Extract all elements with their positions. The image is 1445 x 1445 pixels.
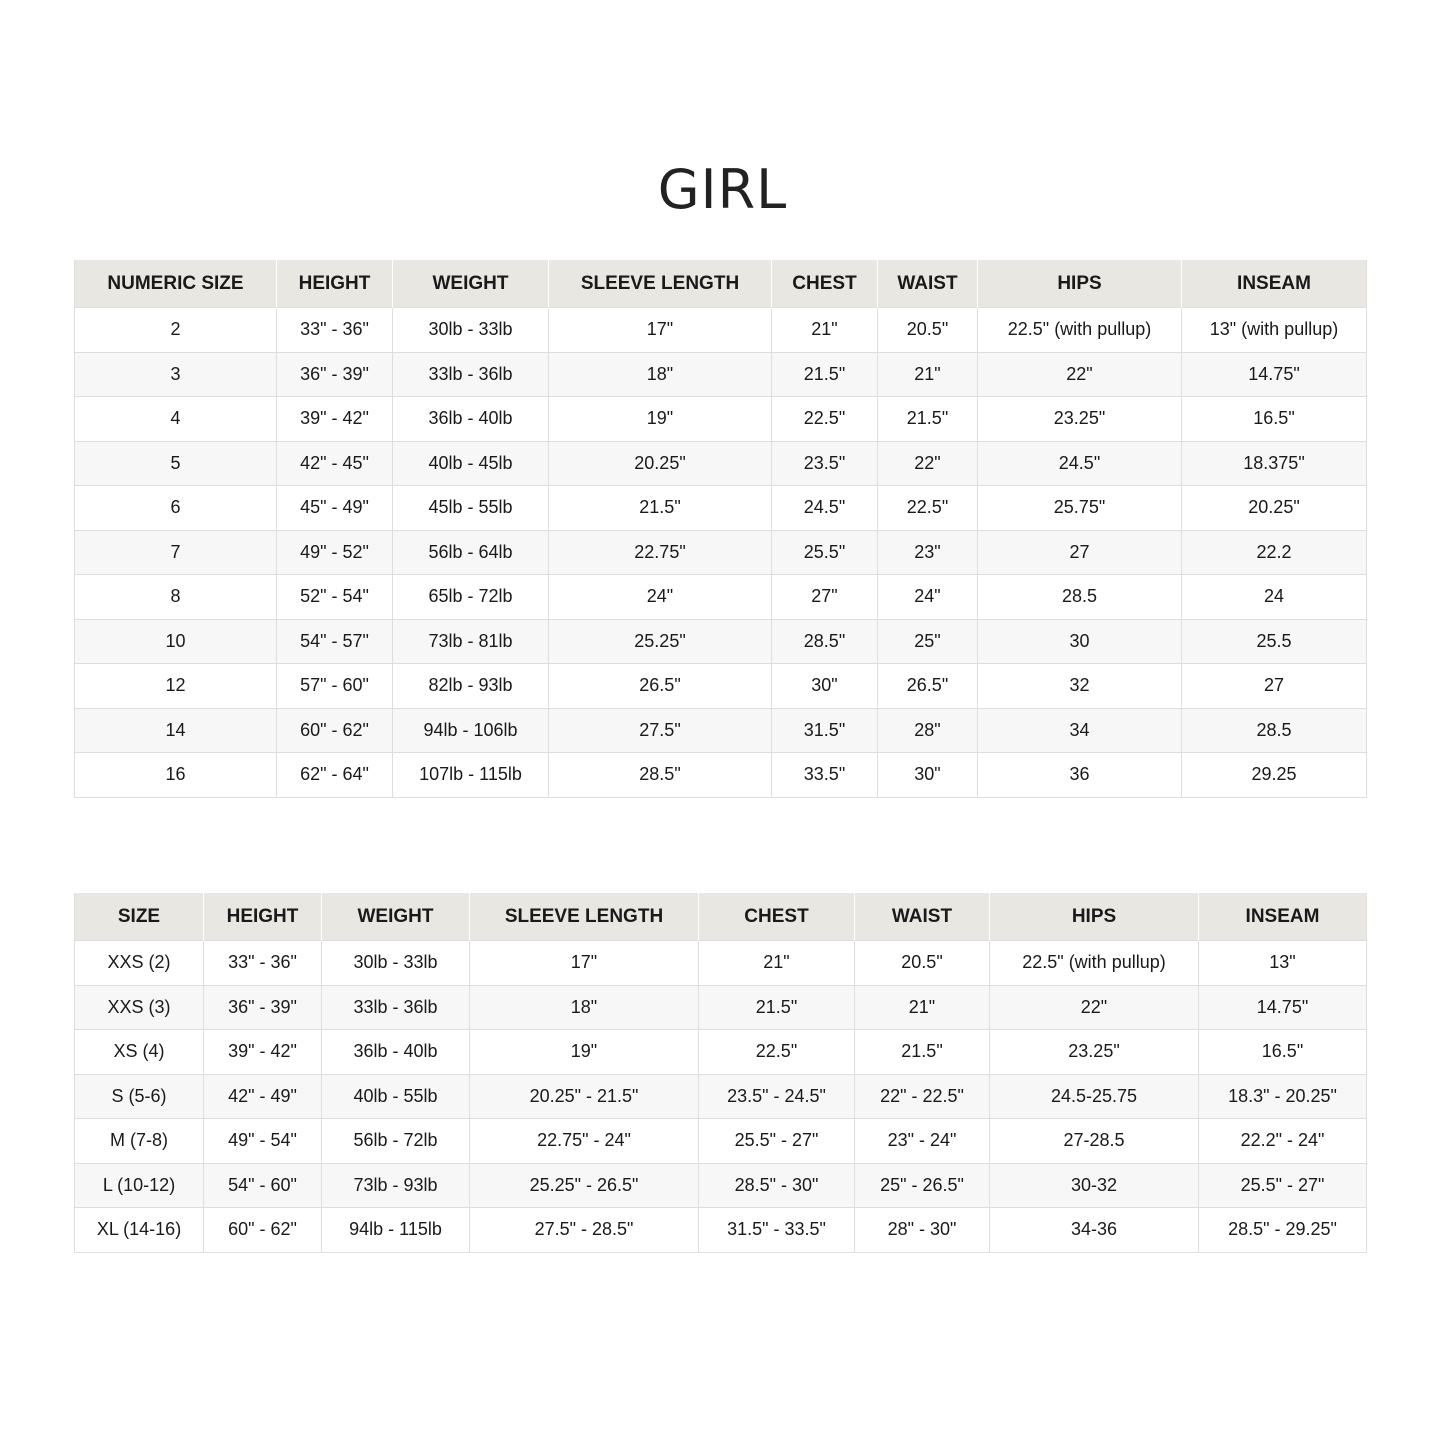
table-cell: 30 bbox=[978, 619, 1182, 664]
table-cell: S (5-6) bbox=[75, 1074, 204, 1119]
page-title: GIRL bbox=[657, 158, 788, 221]
table-cell: 22.5" bbox=[699, 1030, 855, 1075]
table-cell: 25" - 26.5" bbox=[855, 1163, 990, 1208]
table-cell: 36lb - 40lb bbox=[393, 397, 549, 442]
table-cell: 33" - 36" bbox=[204, 941, 322, 986]
table-cell: 25.75" bbox=[978, 486, 1182, 531]
table-cell: 13" bbox=[1199, 941, 1367, 986]
table-cell: 16.5" bbox=[1182, 397, 1367, 442]
table-cell: 31.5" bbox=[772, 708, 878, 753]
table-cell: 23" bbox=[878, 530, 978, 575]
table-cell: 23.5" - 24.5" bbox=[699, 1074, 855, 1119]
table-cell: 24.5-25.75 bbox=[990, 1074, 1199, 1119]
table-cell: 36" - 39" bbox=[277, 352, 393, 397]
table-cell: 33lb - 36lb bbox=[322, 985, 470, 1030]
table-row bbox=[75, 664, 1367, 709]
table-cell: 28.5" - 29.25" bbox=[1199, 1208, 1367, 1253]
table-cell: 30" bbox=[878, 753, 978, 798]
table-cell: 14 bbox=[75, 708, 277, 753]
header-numeric-size: NUMERIC SIZE bbox=[75, 260, 277, 308]
table-cell: 22" bbox=[878, 441, 978, 486]
table-row bbox=[75, 530, 1367, 575]
table-cell: 30lb - 33lb bbox=[322, 941, 470, 986]
table-cell: 8 bbox=[75, 575, 277, 620]
header-hips: HIPS bbox=[990, 893, 1199, 941]
table-cell: 24" bbox=[549, 575, 772, 620]
table-row bbox=[75, 619, 1367, 664]
table-cell: 57" - 60" bbox=[277, 664, 393, 709]
table-cell: 19" bbox=[549, 397, 772, 442]
table-cell: 28.5" bbox=[772, 619, 878, 664]
header-sleeve-length: SLEEVE LENGTH bbox=[470, 893, 699, 941]
table-cell: 21.5" bbox=[878, 397, 978, 442]
header-chest: CHEST bbox=[699, 893, 855, 941]
table-cell: L (10-12) bbox=[75, 1163, 204, 1208]
table-cell: 27-28.5 bbox=[990, 1119, 1199, 1164]
table-cell: 52" - 54" bbox=[277, 575, 393, 620]
table-cell: 25" bbox=[878, 619, 978, 664]
table-cell: 24 bbox=[1182, 575, 1367, 620]
table-cell: 39" - 42" bbox=[204, 1030, 322, 1075]
table-row bbox=[75, 575, 1367, 620]
header-sleeve-length: SLEEVE LENGTH bbox=[549, 260, 772, 308]
table-cell: 25.5" - 27" bbox=[699, 1119, 855, 1164]
table-cell: 36 bbox=[978, 753, 1182, 798]
header-weight: WEIGHT bbox=[393, 260, 549, 308]
table-cell: 28.5" bbox=[549, 753, 772, 798]
table-cell: 21" bbox=[878, 352, 978, 397]
table-row bbox=[75, 1119, 1367, 1164]
table-cell: 20.25" bbox=[549, 441, 772, 486]
table-cell: 5 bbox=[75, 441, 277, 486]
table-cell: 18" bbox=[549, 352, 772, 397]
table-cell: 6 bbox=[75, 486, 277, 531]
table-cell: 22" bbox=[978, 352, 1182, 397]
table-cell: 22.5" bbox=[878, 486, 978, 531]
table-cell: 45" - 49" bbox=[277, 486, 393, 531]
table-cell: 25.25" - 26.5" bbox=[470, 1163, 699, 1208]
table-cell: 21" bbox=[855, 985, 990, 1030]
table-cell: 20.25" bbox=[1182, 486, 1367, 531]
table-cell: 25.25" bbox=[549, 619, 772, 664]
table-cell: 12 bbox=[75, 664, 277, 709]
table-cell: 22.2 bbox=[1182, 530, 1367, 575]
table-cell: 34 bbox=[978, 708, 1182, 753]
table-cell: 54" - 57" bbox=[277, 619, 393, 664]
alpha-size-table bbox=[74, 893, 1367, 1253]
table-cell: 28.5 bbox=[1182, 708, 1367, 753]
table-row bbox=[75, 308, 1367, 353]
table-cell: 28" - 30" bbox=[855, 1208, 990, 1253]
table-cell: 27" bbox=[772, 575, 878, 620]
table-cell: 94lb - 106lb bbox=[393, 708, 549, 753]
table-cell: 21.5" bbox=[699, 985, 855, 1030]
table-row bbox=[75, 753, 1367, 798]
table-cell: 13" (with pullup) bbox=[1182, 308, 1367, 353]
table-cell: 3 bbox=[75, 352, 277, 397]
table-row bbox=[75, 1074, 1367, 1119]
table-cell: XL (14-16) bbox=[75, 1208, 204, 1253]
table-cell: 22.5" bbox=[772, 397, 878, 442]
table-cell: 28.5" - 30" bbox=[699, 1163, 855, 1208]
table-cell: 21" bbox=[699, 941, 855, 986]
header-weight: WEIGHT bbox=[322, 893, 470, 941]
table-header-row bbox=[75, 893, 1367, 941]
header-waist: WAIST bbox=[878, 260, 978, 308]
table-cell: 34-36 bbox=[990, 1208, 1199, 1253]
table-cell: XXS (2) bbox=[75, 941, 204, 986]
table-cell: 73lb - 81lb bbox=[393, 619, 549, 664]
table-cell: 36" - 39" bbox=[204, 985, 322, 1030]
table-cell: 28" bbox=[878, 708, 978, 753]
table-cell: 82lb - 93lb bbox=[393, 664, 549, 709]
table-cell: 36lb - 40lb bbox=[322, 1030, 470, 1075]
table-cell: XS (4) bbox=[75, 1030, 204, 1075]
table-row bbox=[75, 1208, 1367, 1253]
table-cell: 39" - 42" bbox=[277, 397, 393, 442]
table-cell: 17" bbox=[470, 941, 699, 986]
table-cell: 23.5" bbox=[772, 441, 878, 486]
table-cell: 16 bbox=[75, 753, 277, 798]
table-cell: 49" - 52" bbox=[277, 530, 393, 575]
table-cell: 18.375" bbox=[1182, 441, 1367, 486]
table-cell: 107lb - 115lb bbox=[393, 753, 549, 798]
table-cell: 16.5" bbox=[1199, 1030, 1367, 1075]
table-cell: 21.5" bbox=[772, 352, 878, 397]
table-cell: 23" - 24" bbox=[855, 1119, 990, 1164]
table-cell: 31.5" - 33.5" bbox=[699, 1208, 855, 1253]
table-cell: 18" bbox=[470, 985, 699, 1030]
table-row bbox=[75, 1030, 1367, 1075]
header-chest: CHEST bbox=[772, 260, 878, 308]
table-cell: 26.5" bbox=[878, 664, 978, 709]
table-cell: 28.5 bbox=[978, 575, 1182, 620]
table-cell: 21.5" bbox=[549, 486, 772, 531]
table-cell: 30lb - 33lb bbox=[393, 308, 549, 353]
header-height: HEIGHT bbox=[277, 260, 393, 308]
table-cell: 27.5" bbox=[549, 708, 772, 753]
table-cell: 94lb - 115lb bbox=[322, 1208, 470, 1253]
table-cell: 22.2" - 24" bbox=[1199, 1119, 1367, 1164]
table-cell: 73lb - 93lb bbox=[322, 1163, 470, 1208]
table-cell: 22" - 22.5" bbox=[855, 1074, 990, 1119]
table-cell: 26.5" bbox=[549, 664, 772, 709]
table-cell: 22.75" - 24" bbox=[470, 1119, 699, 1164]
table-row bbox=[75, 397, 1367, 442]
table-cell: 42" - 49" bbox=[204, 1074, 322, 1119]
table-cell: 49" - 54" bbox=[204, 1119, 322, 1164]
table-cell: 32 bbox=[978, 664, 1182, 709]
table-row bbox=[75, 985, 1367, 1030]
header-inseam: INSEAM bbox=[1199, 893, 1367, 941]
table-cell: 33lb - 36lb bbox=[393, 352, 549, 397]
table-cell: 27 bbox=[1182, 664, 1367, 709]
table-cell: 10 bbox=[75, 619, 277, 664]
table-row bbox=[75, 486, 1367, 531]
table-header-row bbox=[75, 260, 1367, 308]
table-row bbox=[75, 1163, 1367, 1208]
table-cell: 4 bbox=[75, 397, 277, 442]
table-cell: 54" - 60" bbox=[204, 1163, 322, 1208]
table-cell: 25.5 bbox=[1182, 619, 1367, 664]
table-cell: 20.25" - 21.5" bbox=[470, 1074, 699, 1119]
table-cell: 40lb - 45lb bbox=[393, 441, 549, 486]
table-cell: 29.25 bbox=[1182, 753, 1367, 798]
table-cell: 27 bbox=[978, 530, 1182, 575]
header-hips: HIPS bbox=[978, 260, 1182, 308]
table-cell: 23.25" bbox=[990, 1030, 1199, 1075]
table-cell: 2 bbox=[75, 308, 277, 353]
table-cell: 23.25" bbox=[978, 397, 1182, 442]
table-cell: 22.5" (with pullup) bbox=[990, 941, 1199, 986]
table-cell: 30" bbox=[772, 664, 878, 709]
table-cell: 60" - 62" bbox=[204, 1208, 322, 1253]
table-cell: 62" - 64" bbox=[277, 753, 393, 798]
table-cell: 65lb - 72lb bbox=[393, 575, 549, 620]
table-cell: 60" - 62" bbox=[277, 708, 393, 753]
table-cell: 19" bbox=[470, 1030, 699, 1075]
table-cell: XXS (3) bbox=[75, 985, 204, 1030]
table-cell: 45lb - 55lb bbox=[393, 486, 549, 531]
header-size: SIZE bbox=[75, 893, 204, 941]
table-row bbox=[75, 941, 1367, 986]
table-cell: 17" bbox=[549, 308, 772, 353]
table-cell: 14.75" bbox=[1182, 352, 1367, 397]
table-cell: 22" bbox=[990, 985, 1199, 1030]
table-cell: 25.5" - 27" bbox=[1199, 1163, 1367, 1208]
table-row bbox=[75, 441, 1367, 486]
table-cell: M (7-8) bbox=[75, 1119, 204, 1164]
table-cell: 56lb - 64lb bbox=[393, 530, 549, 575]
table-cell: 20.5" bbox=[855, 941, 990, 986]
table-cell: 22.5" (with pullup) bbox=[978, 308, 1182, 353]
table-row bbox=[75, 352, 1367, 397]
header-height: HEIGHT bbox=[204, 893, 322, 941]
table-cell: 24.5" bbox=[978, 441, 1182, 486]
table-row bbox=[75, 708, 1367, 753]
table-cell: 27.5" - 28.5" bbox=[470, 1208, 699, 1253]
table-cell: 33.5" bbox=[772, 753, 878, 798]
table-cell: 56lb - 72lb bbox=[322, 1119, 470, 1164]
table-cell: 40lb - 55lb bbox=[322, 1074, 470, 1119]
header-inseam: INSEAM bbox=[1182, 260, 1367, 308]
table-cell: 21.5" bbox=[855, 1030, 990, 1075]
numeric-size-table bbox=[74, 260, 1367, 798]
table-cell: 7 bbox=[75, 530, 277, 575]
table-cell: 25.5" bbox=[772, 530, 878, 575]
header-waist: WAIST bbox=[855, 893, 990, 941]
table-cell: 42" - 45" bbox=[277, 441, 393, 486]
table-cell: 14.75" bbox=[1199, 985, 1367, 1030]
table-cell: 33" - 36" bbox=[277, 308, 393, 353]
table-cell: 22.75" bbox=[549, 530, 772, 575]
table-cell: 24.5" bbox=[772, 486, 878, 531]
table-cell: 21" bbox=[772, 308, 878, 353]
table-cell: 18.3" - 20.25" bbox=[1199, 1074, 1367, 1119]
table-cell: 20.5" bbox=[878, 308, 978, 353]
table-cell: 24" bbox=[878, 575, 978, 620]
table-cell: 30-32 bbox=[990, 1163, 1199, 1208]
